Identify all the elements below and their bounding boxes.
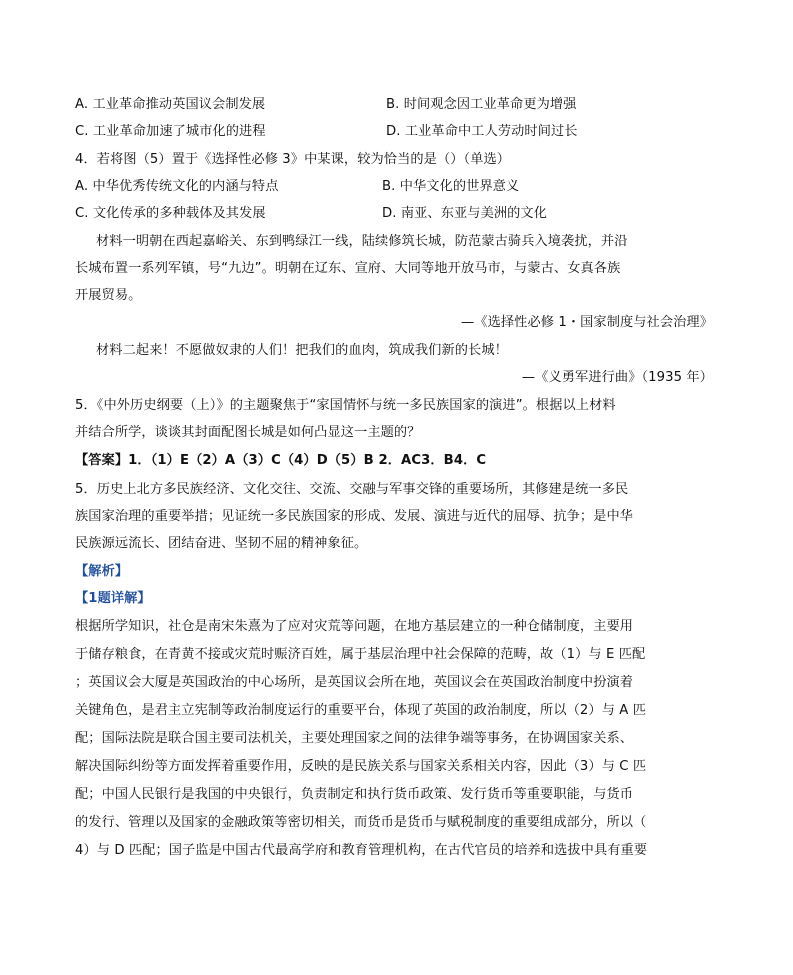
- material2-text: 材料二起来！不愿做奴隶的人们！把我们的血肉，筑成我们新的长城！: [96, 343, 508, 358]
- answer5-line: 民族源远流长、团结奋进、坚韧不屈的精神象征。: [75, 536, 368, 551]
- analysis-line: 于储存粮食，在青黄不接或灾荒时赈济百姓，属于基层治理中社会保障的范畴，故（1）与 E 匹配: [75, 647, 646, 662]
- material1-line: 开展贸易。: [75, 288, 142, 303]
- q4-option-d: D. 南亚、东亚与美洲的文化: [382, 206, 547, 221]
- analysis-line: 4）与 D 匹配；国子监是中国古代最高学府和教育管理机构，在古代官员的培养和选拔中具有重要: [75, 843, 648, 858]
- analysis-label: 【解析】: [75, 564, 129, 579]
- material1-line: 材料一明朝在西起嘉峪关、东到鸭绿江一线，陆续修筑长城，防范蒙古骑兵入境袭扰，并沿: [96, 234, 628, 249]
- q3-option-a: A. 工业革命推动英国议会制发展: [75, 97, 266, 112]
- q3-option-c: C. 工业革命加速了城市化的进程: [75, 124, 266, 139]
- q4-stem: 4．若将图（5）置于《选择性必修 3》中某课，较为恰当的是（）（单选）: [75, 152, 511, 167]
- material1-source: —《选择性必修 1・国家制度与社会治理》: [461, 315, 713, 330]
- analysis-line: 的发行、管理以及国家的金融政策等密切相关，而货币是货币与赋税制度的重要组成部分，所以（: [75, 815, 647, 830]
- analysis-line: 关键角色，是君主立宪制等政治制度运行的重要平台，体现了英国的政治制度，所以（2）与 A 匹: [75, 703, 646, 718]
- q5-line: 5．《中外历史纲要（上）》的主题聚焦于“家国情怀与统一多民族国家的演进”。根据以上材料: [75, 398, 616, 413]
- q3-option-d: D. 工业革命中工人劳动时间过长: [386, 124, 578, 139]
- analysis-line: 配；国际法院是联合国主要司法机关，主要处理国家之间的法律争端等事务，在协调国家关系、: [75, 731, 634, 746]
- answer5-line: 5．历史上北方多民族经济、文化交往、交流、交融与军事交锋的重要场所，其修建是统一多民: [75, 482, 629, 497]
- q4-option-b: B. 中华文化的世界意义: [382, 179, 520, 194]
- material2-source: —《义勇军进行曲》（1935 年）: [521, 370, 713, 385]
- q4-option-c: C. 文化传承的多种载体及其发展: [75, 206, 266, 221]
- analysis-line: 解决国际纠纷等方面发挥着重要作用，反映的是民族关系与国家关系相关内容，因此（3）与 C 匹: [75, 759, 647, 774]
- analysis-line: 配；中国人民银行是我国的中央银行，负责制定和执行货币政策、发行货币等重要职能，与货币: [75, 787, 634, 802]
- analysis-line: 根据所学知识，社仓是南宋朱熹为了应对灾荒等问题，在地方基层建立的一种仓储制度，主要用: [75, 619, 634, 634]
- detail-label: 【1题详解】: [75, 591, 151, 606]
- answer5-line: 族国家治理的重要举措；见证统一多民族国家的形成、发展、演进与近代的屈辱、抗争；是中华: [75, 509, 634, 524]
- material1-line: 长城布置一系列军镇，号“九边”。明朝在辽东、宣府、大同等地开放马市，与蒙古、女真各族: [75, 261, 621, 276]
- answer-line: [75, 452, 486, 470]
- answer-text: 1．（1）E（2）A（3）C（4）D（5）B 2．AC3．B4．C: [128, 453, 487, 468]
- answer-label: 【答案】: [75, 453, 129, 468]
- analysis-line: ；英国议会大厦是英国政治的中心场所，是英国议会所在地，英国议会在英国政治制度中扮演着: [75, 675, 634, 690]
- q3-option-b: B. 时间观念因工业革命更为增强: [386, 97, 577, 112]
- q4-option-a: A. 中华优秀传统文化的内涵与特点: [75, 179, 279, 194]
- q5-line: 并结合所学，谈谈其封面配图长城是如何凸显这一主题的？: [75, 425, 421, 440]
